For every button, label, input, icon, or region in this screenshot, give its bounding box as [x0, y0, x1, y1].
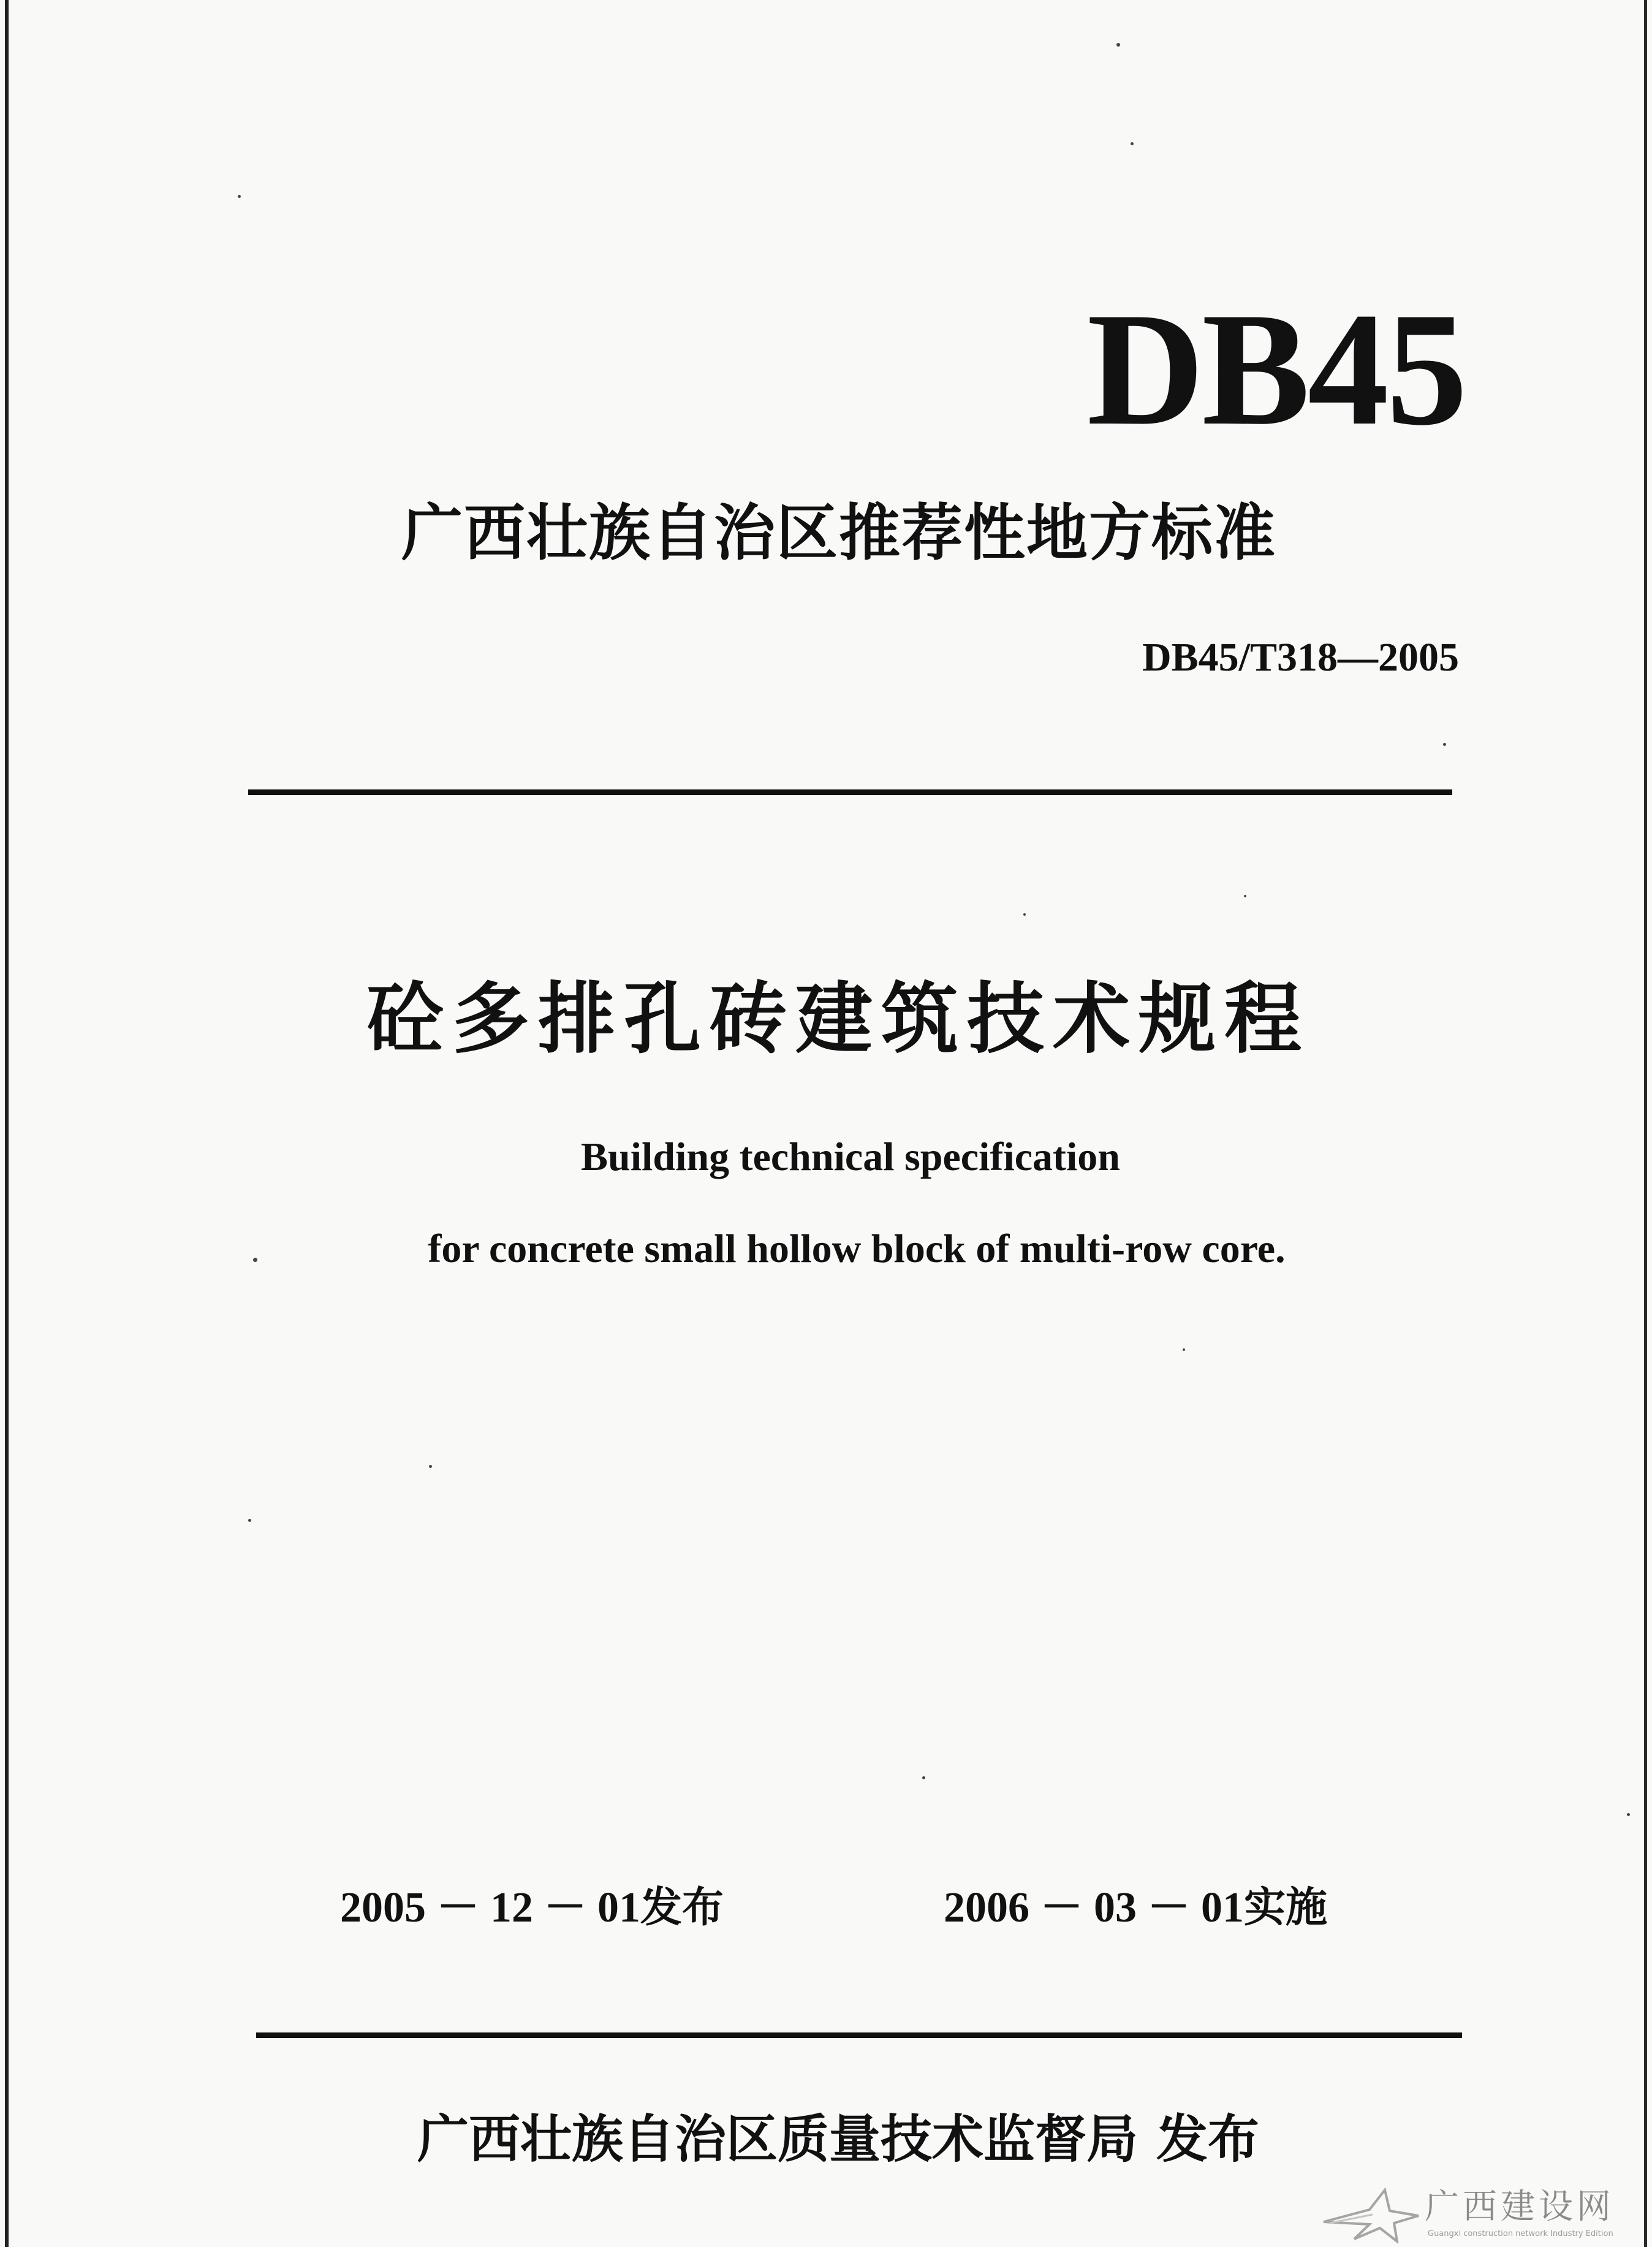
scan-speck	[1443, 743, 1446, 746]
standard-mark: DB45	[1086, 279, 1465, 459]
document-title-english-line1: Building technical specification	[580, 1135, 1121, 1179]
bottom-divider	[256, 2032, 1462, 2038]
implementation-date	[944, 1884, 1328, 1932]
scan-speck	[248, 1519, 251, 1522]
scan-speck	[1023, 913, 1026, 916]
scan-speck	[1244, 895, 1246, 897]
site-watermark	[1311, 2185, 1642, 2243]
document-title-chinese: 砼多排孔砖建筑技术规程	[366, 974, 1310, 1064]
scan-speck	[1131, 142, 1134, 145]
scan-edge-left	[5, 0, 9, 2247]
scan-speck	[238, 195, 241, 198]
document-title-english-line2: for concrete small hollow block of multi-row core.	[428, 1226, 1286, 1271]
standard-number: DB45/T318—2005	[1142, 635, 1459, 680]
implementation-date-value: 2006 － 03 － 01	[944, 1884, 1244, 1931]
scan-edge-right	[1644, 0, 1647, 2247]
issue-date-label: 发布	[640, 1884, 724, 1932]
issuer-action: 发布	[1156, 2109, 1260, 2169]
issue-date	[340, 1884, 724, 1932]
implementation-date-label: 实施	[1244, 1884, 1328, 1932]
watermark-name: 广西建设网	[1425, 2187, 1615, 2227]
issuer-name: 广西壮族自治区质量技术监督局	[417, 2109, 1138, 2169]
scan-speck	[1627, 1813, 1630, 1816]
scan-speck	[429, 1465, 432, 1468]
watermark-subtitle: Guangxi construction network Industry Edition	[1428, 2229, 1613, 2238]
issue-date-value: 2005 － 12 － 01	[340, 1884, 640, 1931]
scan-speck	[1183, 1348, 1185, 1351]
standard-type: 广西壮族自治区推荐性地方标准	[401, 497, 1276, 569]
scan-speck	[1116, 43, 1120, 47]
star-logo-icon	[1311, 2185, 1422, 2243]
issuing-authority	[0, 2109, 1652, 2169]
scan-speck	[922, 1776, 925, 1779]
top-divider	[248, 789, 1452, 795]
